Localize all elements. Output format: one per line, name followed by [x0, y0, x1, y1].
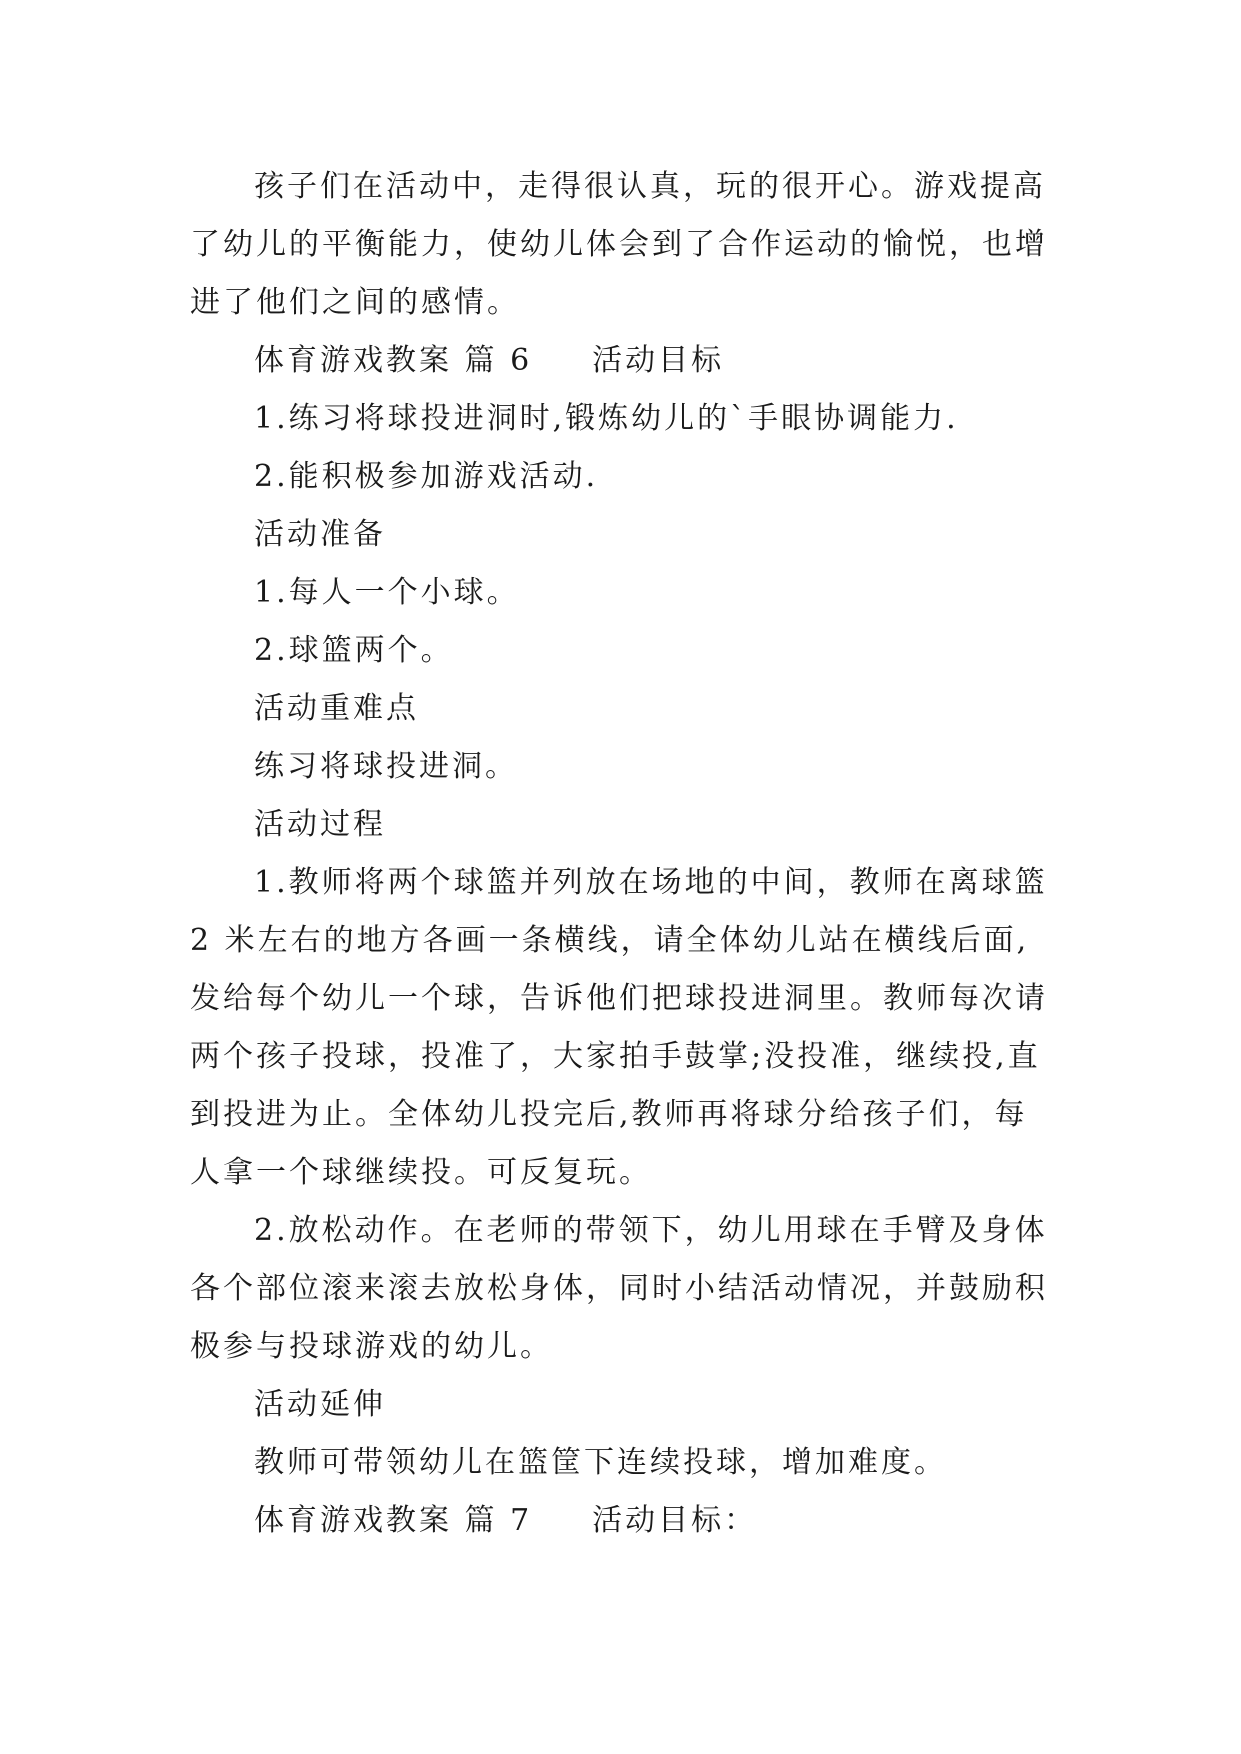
- process-heading: 活动过程: [254, 807, 386, 842]
- keypoint-text: 练习将球投进洞。: [254, 749, 518, 784]
- process-step-1: 1.教师将两个球篮并列放在场地的中间，教师在离球篮 2 米左右的地方各画一条横线，请全体幼儿站在横线后面,发给每个幼儿一个球，告诉他们把球投进洞里。教师每次请两个孩子投球，投准了，大家拍手鼓掌;没投准，继续投,直到投进为止。全体幼儿投完后,教师再将球分给孩子们，每人拿一个球继续投。可反复玩。: [190, 865, 1048, 1190]
- keypoint-heading: 活动重难点: [254, 691, 419, 726]
- paragraph-conclusion: 孩子们在活动中，走得很认真，玩的很开心。游戏提高了幼儿的平衡能力，使幼儿体会到了合作运动的愉悦，也增进了他们之间的感情。: [190, 169, 1048, 320]
- document-body: [190, 158, 1060, 1550]
- section-6-title: 体育游戏教案 篇 6: [254, 343, 533, 378]
- section-7-subtitle: 活动目标：: [592, 1503, 758, 1538]
- preparation-item-2: 2.球篮两个。: [254, 633, 454, 668]
- section-6-heading: [190, 332, 1060, 390]
- preparation-item-1: 1.每人一个小球。: [254, 575, 520, 610]
- extension-text: 教师可带领幼儿在篮筐下连续投球，增加难度。: [254, 1445, 947, 1480]
- goal-item-1: 1.练习将球投进洞时,锻炼幼儿的`手眼协调能力.: [254, 401, 959, 436]
- extension-heading: 活动延伸: [254, 1387, 386, 1422]
- preparation-heading: 活动准备: [254, 517, 386, 552]
- section-7-title: 体育游戏教案 篇 7: [254, 1503, 533, 1538]
- process-step-2: 2.放松动作。在老师的带领下，幼儿用球在手臂及身体各个部位滚来滚去放松身体，同时小结活动情况，并鼓励积极参与投球游戏的幼儿。: [190, 1213, 1048, 1364]
- section-7-heading: [190, 1492, 1060, 1550]
- goal-item-2: 2.能积极参加游戏活动.: [254, 459, 599, 494]
- section-6-subtitle: 活动目标: [592, 343, 725, 378]
